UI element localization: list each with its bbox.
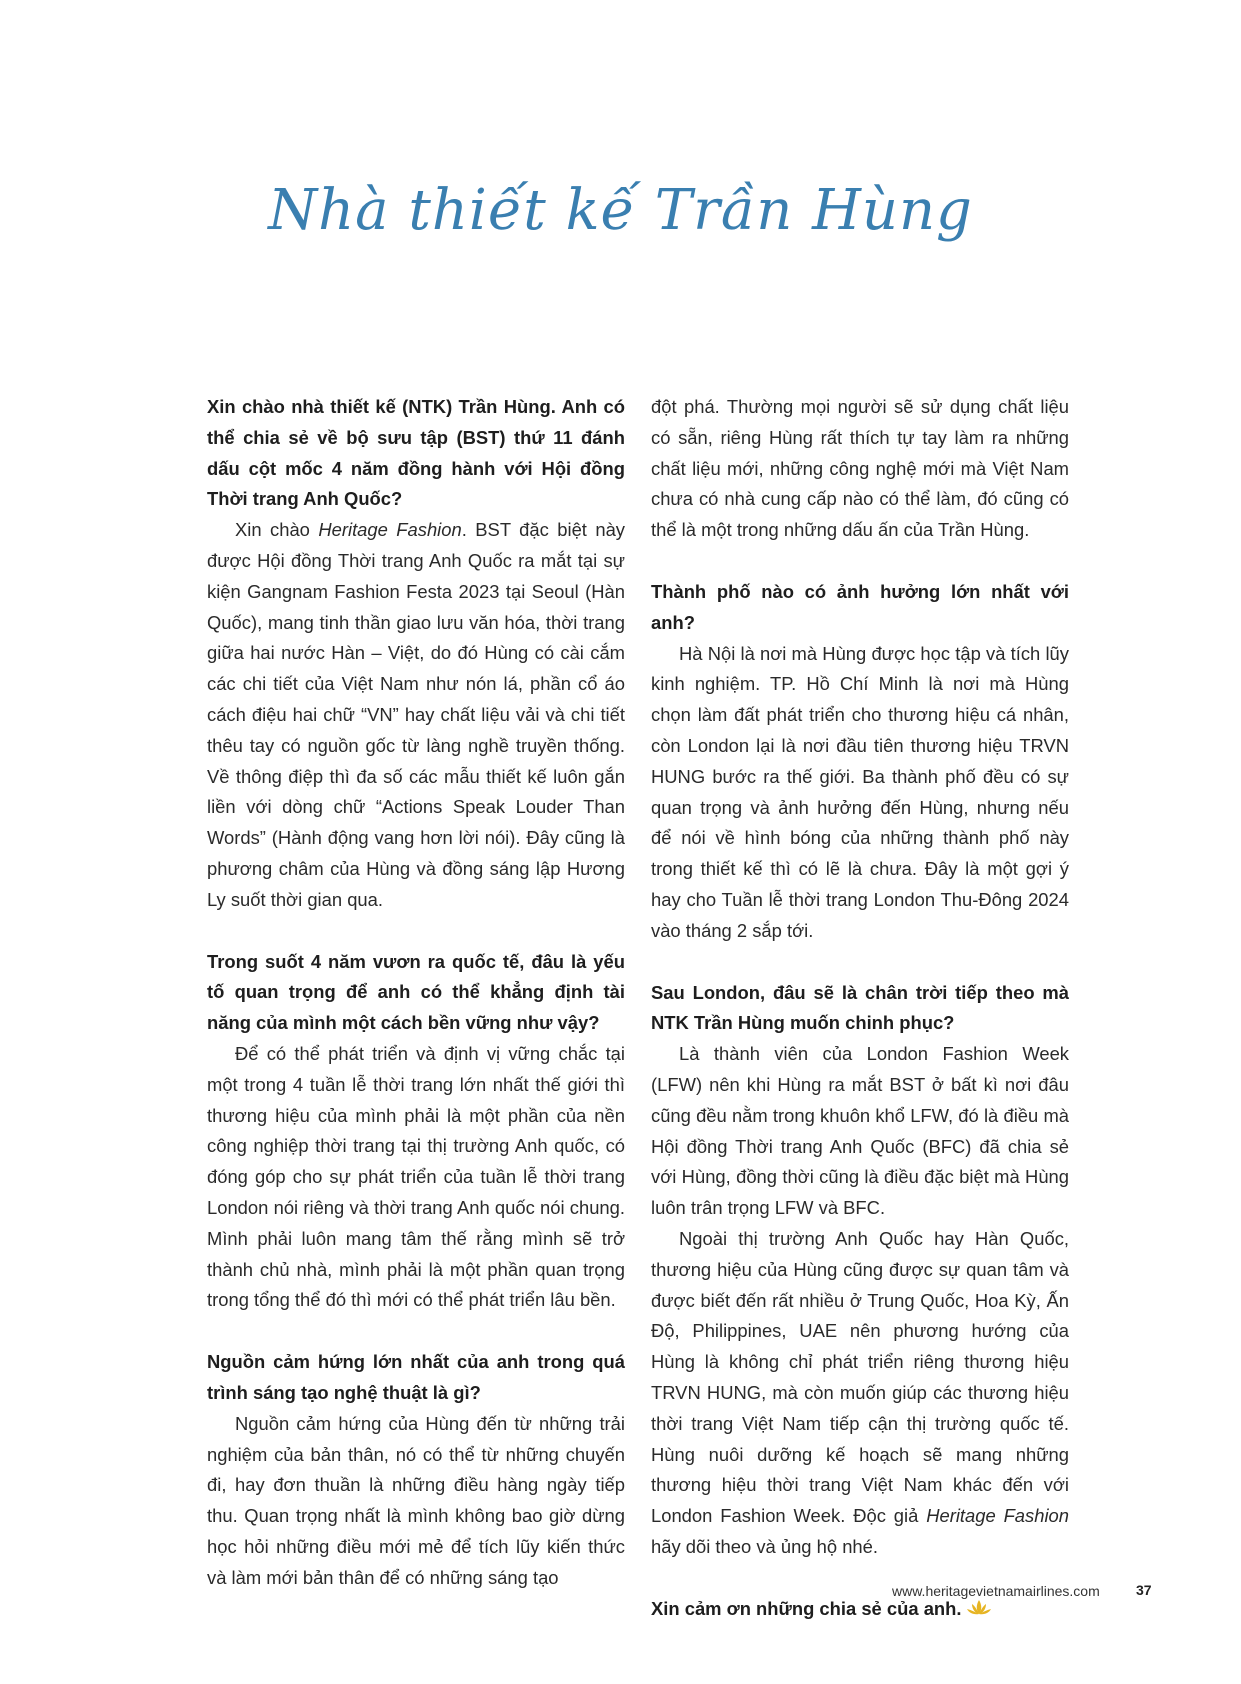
- answer-2: Để có thể phát triển và định vị vững chắc tại một trong 4 tuần lễ thời trang lớn nhất thế giới thì thương hiệu của mình phải là một phần của nền công nghiệp thời trang tại thị trường Anh quốc, có đóng góp cho sự phát triển của tuần lễ thời trang London nói riêng và thời trang Anh quốc nói chung. Mình phải luôn mang tâm thế rằng mình sẽ trở thành chủ nhà, mình phải là một phần quan trọng trong tổng thể đó thì mới có thể phát triển lâu bền.: [207, 1042, 625, 1311]
- question-2: Trong suốt 4 năm vươn ra quốc tế, đâu là yếu tố quan trọng để anh có thể khẳng định tài năng của mình một cách bền vững như vậy?: [207, 950, 625, 1034]
- lotus-icon: [966, 1596, 992, 1627]
- right-column: [651, 392, 1069, 1626]
- magazine-name: Heritage Fashion: [318, 519, 462, 541]
- question-5: Sau London, đâu sẽ là chân trời tiếp theo mà NTK Trần Hùng muốn chinh phục?: [651, 981, 1069, 1034]
- closing-line: Xin cảm ơn những chia sẻ của anh.: [651, 1594, 1069, 1627]
- page-number: 37: [1136, 1582, 1152, 1598]
- answer-3: Nguồn cảm hứng của Hùng đến từ những trải nghiệm của bản thân, nó có thể từ những chuyến đi, hay đơn thuần là những điều hàng ngày tiếp thu. Quan trọng nhất là mình không bao giờ dừng học hỏi những điều mới mẻ để tích lũy kiến thức và làm mới bản thân để có những sáng tạo: [207, 1412, 625, 1588]
- answer-3-continued: đột phá. Thường mọi người sẽ sử dụng chất liệu có sẵn, riêng Hùng rất thích tự tay làm ra những chất liệu mới, những công nghệ mới mà Việt Nam chưa có nhà cung cấp nào có thể làm, đó cũng có thể là một trong những dấu ấn của Trần Hùng.: [651, 396, 1069, 541]
- left-column: [207, 392, 625, 1593]
- answer-6: Ngoài thị trường Anh Quốc hay Hàn Quốc, thương hiệu của Hùng cũng được sự quan tâm và được biết đến rất nhiều ở Trung Quốc, Hoa Kỳ, Ấn Độ, Philippines, UAE nên phương hướng của Hùng là không chỉ phát triển riêng thương hiệu TRVN HUNG, mà còn muốn giúp các thương hiệu thời trang Việt Nam tiếp cận thị trường quốc tế. Hùng nuôi dưỡng kế hoạch sẽ mang những thương hiệu thời trang Việt Nam khác đến với London Fashion Week. Độc giả Heritage Fashion hãy dõi theo và ủng hộ nhé.: [651, 1227, 1069, 1557]
- article-title: Nhà thiết kế Trần Hùng: [268, 178, 973, 243]
- question-1: Xin chào nhà thiết kế (NTK) Trần Hùng. Anh có thể chia sẻ về bộ sưu tập (BST) thứ 11 đánh dấu cột mốc 4 năm đồng hành với Hội đồng Thời trang Anh Quốc?: [207, 396, 625, 510]
- question-4: Thành phố nào có ảnh hưởng lớn nhất với anh?: [651, 580, 1069, 633]
- answer-4: Hà Nội là nơi mà Hùng được học tập và tích lũy kinh nghiệm. TP. Hồ Chí Minh là nơi mà Hùng chọn làm đất phát triển cho thương hiệu cá nhân, còn London lại là nơi đầu tiên thương hiệu TRVN HUNG bước ra thế giới. Ba thành phố đều có sự quan trọng và ảnh hưởng đến Hùng, nhưng nếu để nói về hình bóng của những thành phố này trong thiết kế thì có lẽ là chưa. Đây là một gợi ý hay cho Tuần lễ thời trang London Thu-Đông 2024 vào tháng 2 sắp tới.: [651, 642, 1069, 941]
- answer-1: Xin chào Heritage Fashion. BST đặc biệt này được Hội đồng Thời trang Anh Quốc ra mắt tại sự kiện Gangnam Fashion Festa 2023 tại Seoul (Hàn Quốc), mang tinh thần giao lưu văn hóa, thời trang giữa hai nước Hàn – Việt, do đó Hùng có cài cắm các chi tiết của Việt Nam như nón lá, phần cổ áo cách điệu hai chữ “VN” hay chất liệu vải và chi tiết thêu tay có nguồn gốc từ làng nghề truyền thống. Về thông điệp thì đa số các mẫu thiết kế luôn gắn liền với dòng chữ “Actions Speak Louder Than Words” (Hành động vang hơn lời nói). Đây cũng là phương châm của Hùng và đồng sáng lập Hương Ly suốt thời gian qua.: [207, 519, 625, 910]
- magazine-name: Heritage Fashion: [926, 1505, 1069, 1527]
- question-3: Nguồn cảm hứng lớn nhất của anh trong quá trình sáng tạo nghệ thuật là gì?: [207, 1351, 625, 1403]
- answer-5: Là thành viên của London Fashion Week (LFW) nên khi Hùng ra mắt BST ở bất kì nơi đâu cũng đều nằm trong khuôn khổ LFW, đó là điều mà Hội đồng Thời trang Anh Quốc (BFC) đã chia sẻ với Hùng, đồng thời cũng là điều đặc biệt mà Hùng luôn trân trọng LFW và BFC.: [651, 1043, 1069, 1219]
- footer-url: www.heritagevietnamairlines.com: [892, 1583, 1100, 1599]
